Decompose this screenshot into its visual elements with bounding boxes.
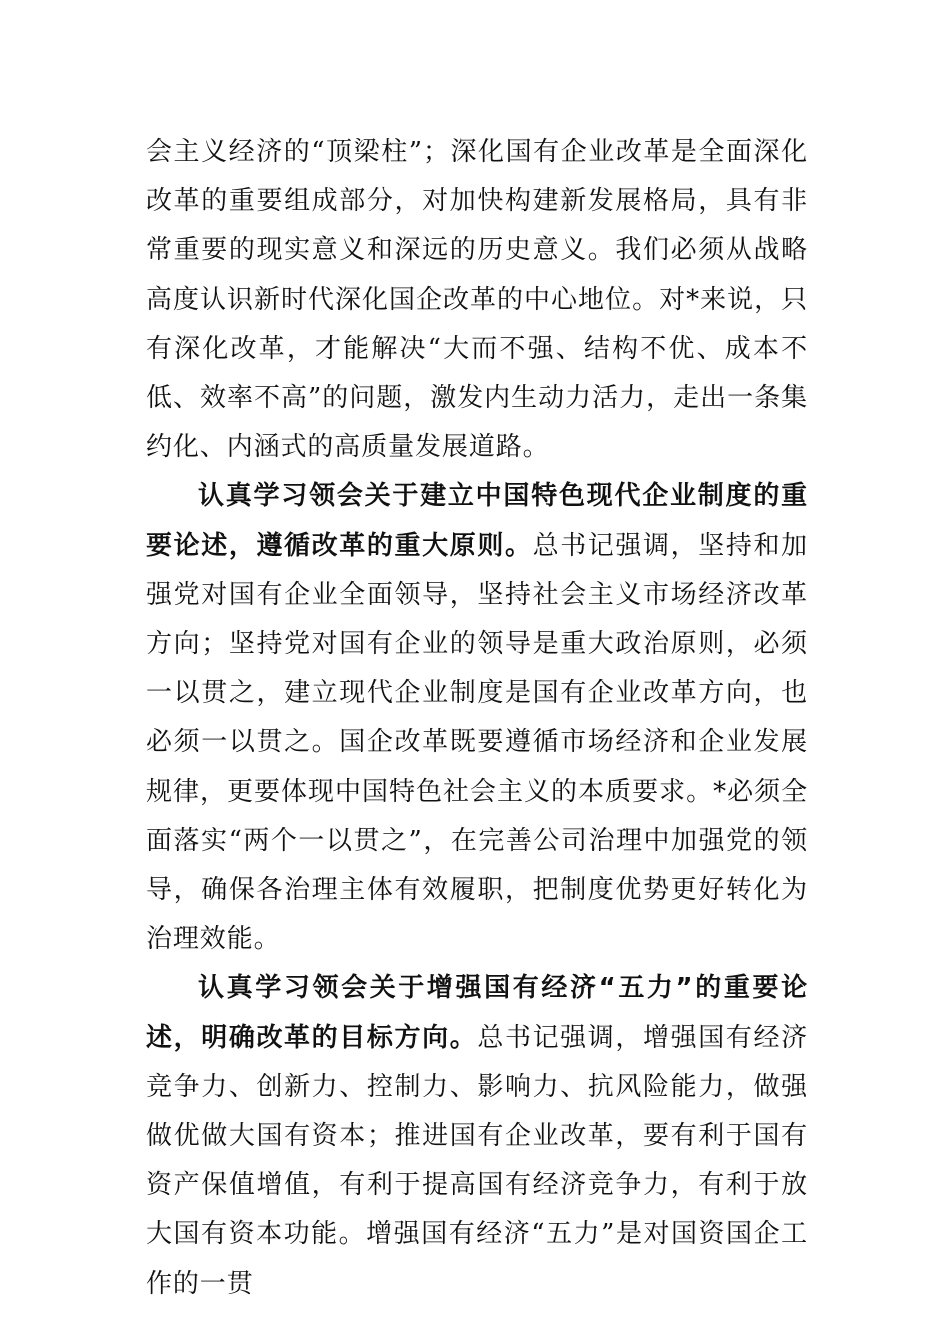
paragraph-3-lead: 认真学习领会关于增强国有经济“五力”的重要论述，明确改革的目标方向。 [146, 973, 808, 1053]
document-body [146, 128, 808, 1309]
paragraph-3 [146, 964, 808, 1308]
paragraph-1-body: 会主义经济的“顶梁柱”；深化国有企业改革是全面深化改革的重要组成部分，对加快构建新发展格局，具有非常重要的现实意义和深远的历史意义。我们必须从战略高度认识新时代深化国企改革的中心地位。对*来说，只有深化改革，才能解决“大而不强、结构不优、成本不低、效率不高”的问题，激发内生动力活力，走出一条集约化、内涵式的高质量发展道路。 [146, 137, 808, 463]
paragraph-1 [146, 128, 808, 472]
paragraph-2 [146, 472, 808, 964]
paragraph-2-body: 总书记强调，坚持和加强党对国有企业全面领导，坚持社会主义市场经济改革方向；坚持党对国有企业的领导是重大政治原则，必须一以贯之，建立现代企业制度是国有企业改革方向，也必须一以贯之。国企改革既要遵循市场经济和企业发展规律，更要体现中国特色社会主义的本质要求。*必须全面落实“两个一以贯之”，在完善公司治理中加强党的领导，确保各治理主体有效履职，把制度优势更好转化为治理效能。 [146, 530, 808, 955]
paragraph-3-body: 总书记强调，增强国有经济竞争力、创新力、控制力、影响力、抗风险能力，做强做优做大国有资本；推进国有企业改革，要有利于国有资产保值增值，有利于提高国有经济竞争力，有利于放大国有资本功能。增强国有经济“五力”是对国资国企工作的一贯 [146, 1022, 808, 1299]
paragraph-2-lead: 认真学习领会关于建立中国特色现代企业制度的重要论述，遵循改革的重大原则。 [146, 481, 808, 561]
